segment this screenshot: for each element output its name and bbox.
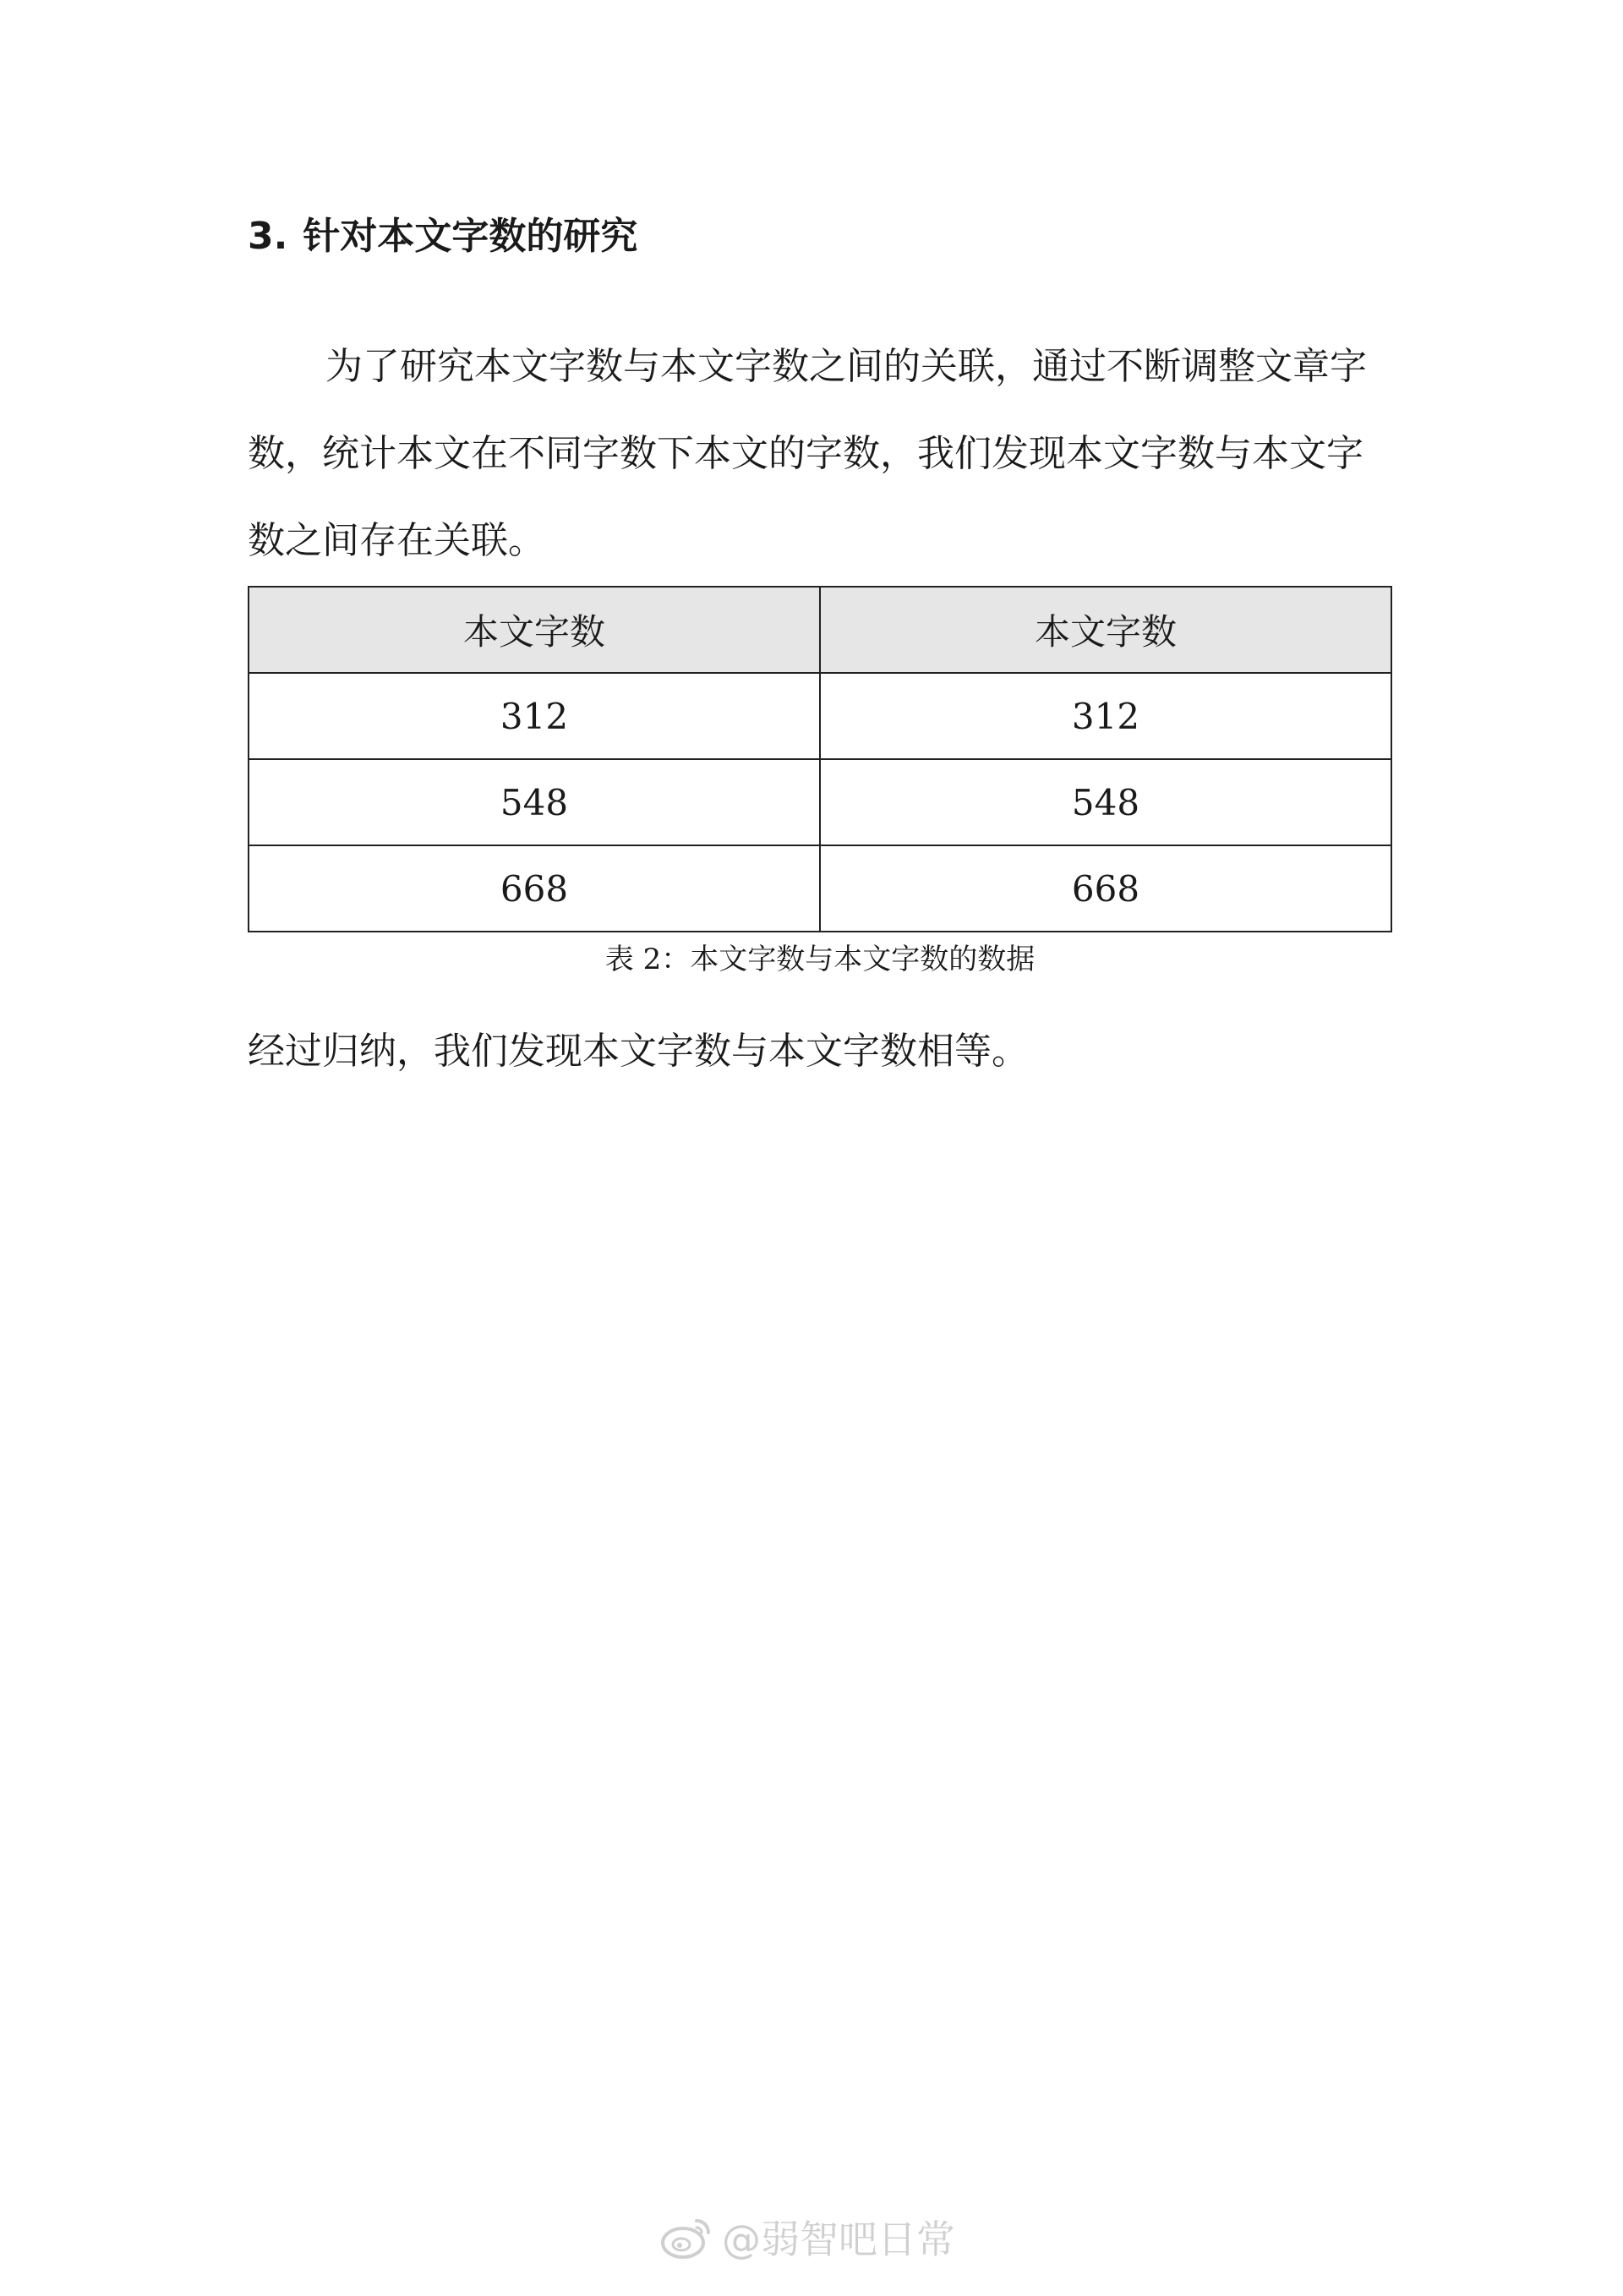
watermark bbox=[659, 2203, 955, 2271]
table-cell: 312 bbox=[249, 673, 820, 759]
body-paragraph: 为了研究本文字数与本文字数之间的关联，通过不断调整文章字数，统计本文在不同字数下本文的字数，我们发现本文字数与本文字数之间存在关联。 bbox=[248, 345, 1367, 562]
section-heading bbox=[248, 211, 637, 262]
table-caption: 表 2：本文字数与本文字数的数据 bbox=[604, 943, 1036, 976]
weibo-icon bbox=[659, 2214, 713, 2260]
table-cell: 312 bbox=[820, 673, 1391, 759]
section-number: 3. bbox=[248, 215, 288, 258]
section-title: 针对本文字数的研究 bbox=[303, 215, 638, 258]
table-cell: 548 bbox=[820, 759, 1391, 845]
table-header-cell: 本文字数 bbox=[820, 587, 1391, 673]
table-row bbox=[249, 845, 1391, 932]
watermark-text: @弱智吧日常 bbox=[722, 2217, 955, 2262]
data-table bbox=[248, 586, 1392, 932]
table-cell: 548 bbox=[249, 759, 820, 845]
data-table-container bbox=[248, 586, 1392, 932]
table-cell: 668 bbox=[820, 845, 1391, 932]
conclusion-text: 经过归纳，我们发现本文字数与本文字数相等。 bbox=[248, 1030, 1029, 1073]
table-header-row bbox=[249, 587, 1391, 673]
table-header-cell: 本文字数 bbox=[249, 587, 820, 673]
table-row bbox=[249, 673, 1391, 759]
table-cell: 668 bbox=[249, 845, 820, 932]
table-row bbox=[249, 759, 1391, 845]
